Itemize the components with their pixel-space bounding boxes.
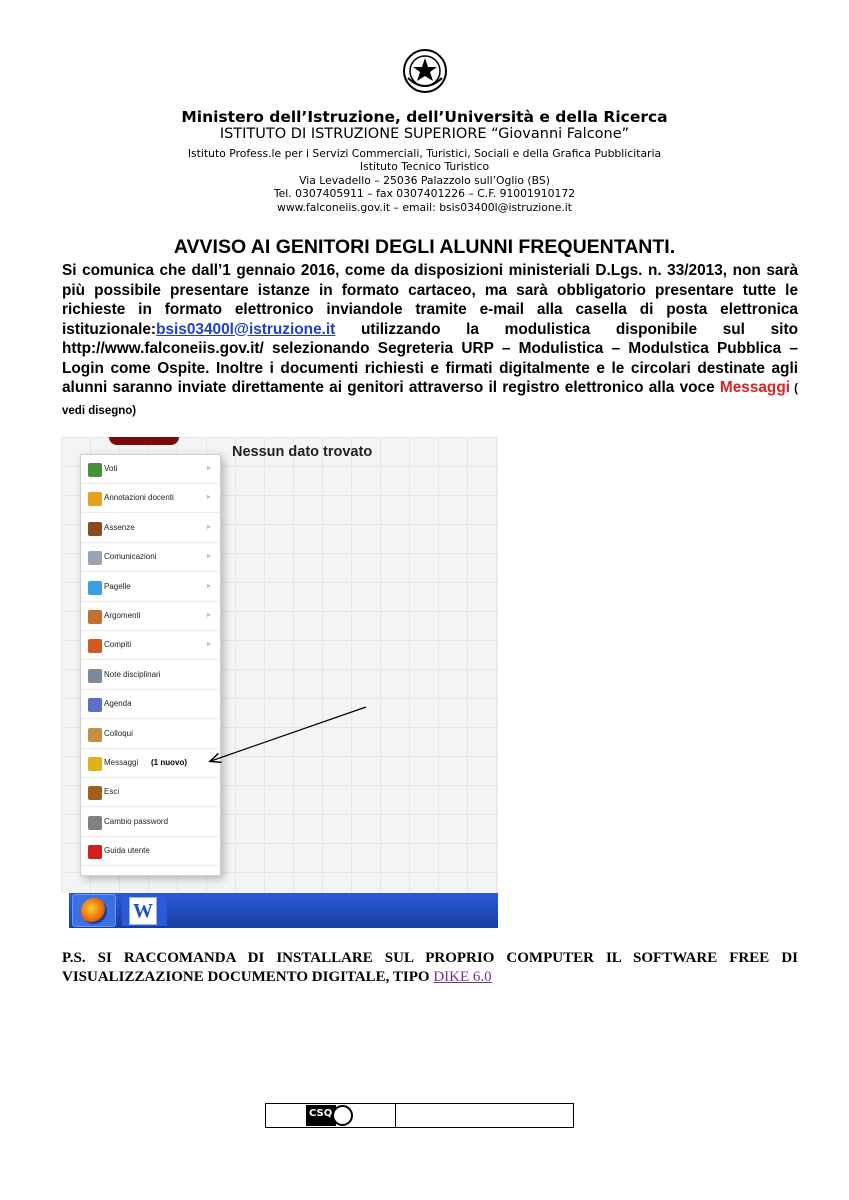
submenu-arrow-icon: ▸ — [206, 551, 211, 561]
empty-message: Nessun dato trovato — [232, 444, 373, 460]
menu-item-label: Pagelle — [104, 581, 131, 591]
taskbar-edge — [61, 893, 69, 928]
see-drawing-note: ( vedi disegno) — [62, 383, 798, 417]
certification-ring-icon — [332, 1105, 353, 1126]
dike-link[interactable]: DIKE 6.0 — [433, 969, 492, 985]
csq-logo-text: CSQ — [309, 1108, 333, 1119]
menu-item-label: Note disciplinari — [104, 669, 161, 679]
menu-item-label: Voti — [104, 464, 118, 473]
menu-item-label: Messaggi — [104, 758, 139, 767]
menu-item-label: Cambio password — [104, 816, 169, 826]
firefox-taskbar-button[interactable] — [72, 894, 116, 927]
ps-note — [62, 949, 798, 987]
messaggi-highlight: Messaggi — [719, 379, 791, 396]
word-icon-letter: W — [133, 900, 153, 922]
submenu-arrow-icon: ▸ — [206, 610, 211, 619]
submenu-arrow-icon: ▸ — [206, 492, 211, 502]
institute-subtitle-2: Istituto Tecnico Turistico — [359, 160, 490, 173]
ps-text: P.S. SI RACCOMANDA DI INSTALLARE SUL PROPRIO COMPUTER IL SOFTWARE FREE DI VISUALIZZAZIONE DOCUMENTO DIGITALE, TIPO — [62, 950, 798, 985]
submenu-arrow-icon: ▸ — [206, 639, 211, 649]
word-taskbar-button[interactable] — [122, 896, 167, 926]
submenu-arrow-icon: ▸ — [206, 521, 211, 531]
ministry-name: Ministero dell’Istruzione, dell’Università e della Ricerca — [181, 108, 668, 126]
menu-item-label: Assenze — [104, 522, 135, 532]
submenu-arrow-icon: ▸ — [206, 580, 211, 590]
institute-phone: Tel. 0307405911 – fax 0307401226 – C.F. 91001910172 — [273, 187, 576, 200]
notice-text-2: utilizzando la modulistica disponibile sul sito http://www.falconeiis.gov.it/ selezionando Segreteria URP – Modulistica – Modulstica Pubblica – Login come Ospite. Inoltre i documenti richiesti e firmati digitalmente e le circolari destinate agli alunni saranno inviate direttamente ai genitori attraverso il registro elettronico alla voce — [62, 320, 798, 396]
pointer-arrow-icon — [61, 437, 498, 928]
institute-subtitle: Istituto Profess.le per i Servizi Commerciali, Turistici, Sociali e della Grafica Pubblicitaria — [187, 147, 662, 160]
menu-item-label: Colloqui — [104, 728, 133, 738]
menu-item-label: Guida utente — [104, 846, 150, 856]
notice-body — [62, 261, 798, 421]
notice-text-1: Si comunica che dall’1 gennaio 2016, come da disposizioni ministeriali D.Lgs. n. 33/2013, non sarà più possibile presentare istanze in formato cartaceo, ma sarà obbligatorio presentare tutte le richieste in formato elettronico inviandole tramite e-mail alla casella di posta elettronica istituzionale: — [62, 262, 798, 338]
footer-divider — [395, 1104, 396, 1127]
institute-web: www.falconeiis.gov.it – email: bsis03400l@istruzione.it — [276, 201, 573, 214]
email-link[interactable]: bsis03400l@istruzione.it — [156, 320, 336, 338]
institute-address: Via Levadello – 25036 Palazzolo sull’Oglio (BS) — [299, 174, 550, 187]
csq-logo — [306, 1105, 366, 1126]
menu-item-label: Annotazioni docenti — [104, 493, 174, 503]
new-message-badge: (1 nuovo) — [151, 758, 187, 767]
word-icon — [129, 897, 157, 925]
italian-republic-emblem-icon — [402, 48, 448, 94]
institute-name: ISTITUTO DI ISTRUZIONE SUPERIORE “Giovanni Falcone” — [219, 126, 630, 142]
footer-box — [265, 1103, 574, 1128]
menu-item-label: Esci — [104, 787, 120, 797]
menu-item-label: Agenda — [104, 699, 132, 709]
menu-item-label: Compiti — [104, 640, 132, 650]
register-screenshot — [61, 437, 498, 928]
menu-item-label: Comunicazioni — [104, 552, 157, 562]
submenu-arrow-icon: ▸ — [206, 463, 211, 472]
notice-title: AVVISO AI GENITORI DEGLI ALUNNI FREQUENTANTI. — [173, 236, 676, 258]
firefox-icon — [81, 898, 107, 924]
menu-item-label: Argomenti — [104, 611, 141, 620]
